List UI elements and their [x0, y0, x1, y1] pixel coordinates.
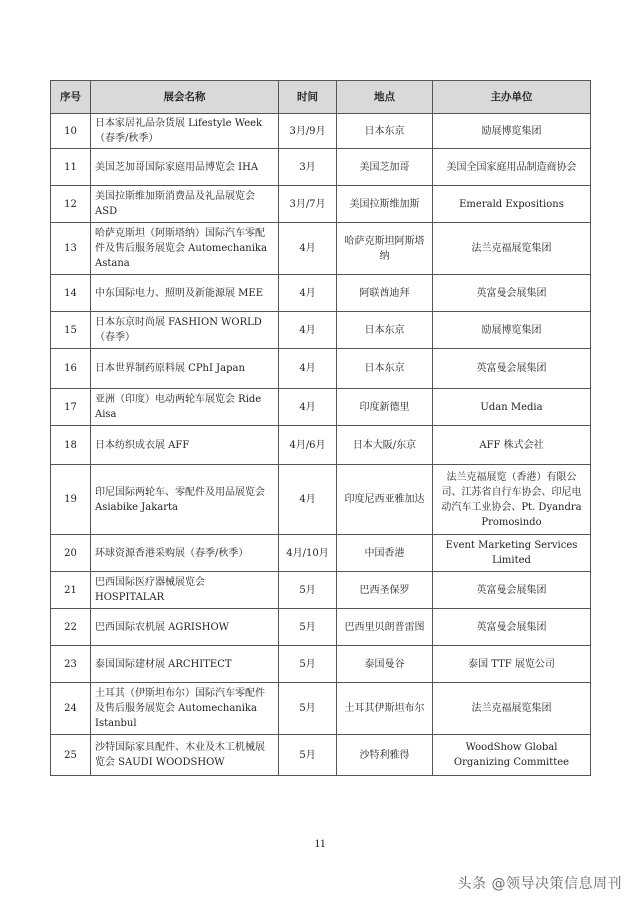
row-number: 22 — [51, 609, 91, 646]
exhibition-organizer: 英富曼会展集团 — [433, 275, 591, 312]
row-number: 19 — [51, 465, 91, 535]
exhibition-organizer: 英富曼会展集团 — [433, 572, 591, 609]
exhibition-name: 日本东京时尚展 FASHION WORLD（春季） — [91, 312, 279, 349]
exhibition-time: 5月 — [279, 609, 337, 646]
exhibition-place: 巴西里贝朗普雷图 — [337, 609, 433, 646]
exhibition-time: 4月 — [279, 389, 337, 426]
exhibition-organizer: Emerald Expositions — [433, 186, 591, 223]
exhibition-place: 中国香港 — [337, 535, 433, 572]
table-row — [51, 275, 591, 312]
exhibition-place: 印度尼西亚雅加达 — [337, 465, 433, 535]
table-row — [51, 223, 591, 275]
header-time: 时间 — [279, 81, 337, 114]
exhibition-place: 美国芝加哥 — [337, 149, 433, 186]
exhibition-place: 巴西圣保罗 — [337, 572, 433, 609]
exhibition-organizer: 法兰克福展览（香港）有限公司、江苏省自行车协会、印尼电动汽车工业协会、Pt. Dyandra Promosindo — [433, 465, 591, 535]
exhibition-time: 3月 — [279, 149, 337, 186]
table-row — [51, 149, 591, 186]
page-number: 11 — [314, 836, 326, 850]
table-row — [51, 426, 591, 465]
row-number: 16 — [51, 349, 91, 389]
exhibition-name: 中东国际电力、照明及新能源展 MEE — [91, 275, 279, 312]
exhibition-organizer: 励展博览集团 — [433, 312, 591, 349]
table-row — [51, 609, 591, 646]
exhibition-name: 环球资源香港采购展（春季/秋季） — [91, 535, 279, 572]
exhibition-place: 日本东京 — [337, 349, 433, 389]
exhibition-time: 4月 — [279, 465, 337, 535]
exhibition-organizer: AFF 株式会社 — [433, 426, 591, 465]
exhibition-organizer: 英富曼会展集团 — [433, 349, 591, 389]
row-number: 11 — [51, 149, 91, 186]
exhibition-table — [50, 80, 591, 776]
exhibition-time: 3月/9月 — [279, 114, 337, 149]
exhibition-organizer: 泰国 TTF 展览公司 — [433, 646, 591, 683]
exhibition-organizer: 英富曼会展集团 — [433, 609, 591, 646]
table-row — [51, 683, 591, 735]
table-row — [51, 646, 591, 683]
exhibition-place: 哈萨克斯坦阿斯塔纳 — [337, 223, 433, 275]
exhibition-time: 5月 — [279, 683, 337, 735]
exhibition-name: 哈萨克斯坦（阿斯塔纳）国际汽车零配件及售后服务展览会 Automechanika Astana — [91, 223, 279, 275]
exhibition-place: 印度新德里 — [337, 389, 433, 426]
header-organizer: 主办单位 — [433, 81, 591, 114]
exhibition-time: 5月 — [279, 572, 337, 609]
exhibition-name: 美国芝加哥国际家庭用品博览会 IHA — [91, 149, 279, 186]
exhibition-time: 4月 — [279, 223, 337, 275]
exhibition-time: 4月 — [279, 349, 337, 389]
exhibition-place: 泰国曼谷 — [337, 646, 433, 683]
exhibition-name: 日本家居礼品杂货展 Lifestyle Week（春季/秋季） — [91, 114, 279, 149]
exhibition-name: 亚洲（印度）电动两轮车展览会 Ride Aisa — [91, 389, 279, 426]
exhibition-place: 美国拉斯维加斯 — [337, 186, 433, 223]
exhibition-organizer: 励展博览集团 — [433, 114, 591, 149]
table-row — [51, 465, 591, 535]
exhibition-place: 日本东京 — [337, 114, 433, 149]
row-number: 10 — [51, 114, 91, 149]
exhibition-time: 4月 — [279, 312, 337, 349]
watermark: 头条 @领导决策信息周刊 — [457, 876, 622, 892]
exhibition-name: 日本世界制药原料展 CPhI Japan — [91, 349, 279, 389]
exhibition-place: 阿联酋迪拜 — [337, 275, 433, 312]
exhibition-time: 3月/7月 — [279, 186, 337, 223]
row-number: 15 — [51, 312, 91, 349]
exhibition-organizer: WoodShow Global Organizing Committee — [433, 735, 591, 776]
exhibition-name: 印尼国际两轮车、零配件及用品展览会 Asiabike Jakarta — [91, 465, 279, 535]
exhibition-name: 土耳其（伊斯坦布尔）国际汽车零配件及售后服务展览会 Automechanika Istanbul — [91, 683, 279, 735]
exhibition-organizer: Udan Media — [433, 389, 591, 426]
exhibition-organizer: Event Marketing Services Limited — [433, 535, 591, 572]
table-row — [51, 735, 591, 776]
row-number: 24 — [51, 683, 91, 735]
row-number: 25 — [51, 735, 91, 776]
header-name: 展会名称 — [91, 81, 279, 114]
exhibition-place: 日本大阪/东京 — [337, 426, 433, 465]
table-header-row — [51, 81, 591, 114]
exhibition-place: 日本东京 — [337, 312, 433, 349]
table-row — [51, 312, 591, 349]
row-number: 13 — [51, 223, 91, 275]
exhibition-time: 5月 — [279, 735, 337, 776]
exhibition-name: 沙特国际家具配件、木业及木工机械展览会 SAUDI WOODSHOW — [91, 735, 279, 776]
exhibition-place: 沙特利雅得 — [337, 735, 433, 776]
table-row — [51, 114, 591, 149]
exhibition-name: 巴西国际医疗器械展览会 HOSPITALAR — [91, 572, 279, 609]
exhibition-name: 美国拉斯维加斯消费品及礼品展览会 ASD — [91, 186, 279, 223]
row-number: 20 — [51, 535, 91, 572]
exhibition-place: 土耳其伊斯坦布尔 — [337, 683, 433, 735]
header-place: 地点 — [337, 81, 433, 114]
table-row — [51, 389, 591, 426]
exhibition-name: 巴西国际农机展 AGRISHOW — [91, 609, 279, 646]
table-row — [51, 186, 591, 223]
exhibition-time: 4月 — [279, 275, 337, 312]
exhibition-time: 4月/10月 — [279, 535, 337, 572]
row-number: 17 — [51, 389, 91, 426]
exhibition-time: 4月/6月 — [279, 426, 337, 465]
exhibition-name: 泰国国际建材展 ARCHITECT — [91, 646, 279, 683]
table-row — [51, 535, 591, 572]
exhibition-organizer: 法兰克福展览集团 — [433, 683, 591, 735]
header-no: 序号 — [51, 81, 91, 114]
exhibition-organizer: 美国全国家庭用品制造商协会 — [433, 149, 591, 186]
row-number: 14 — [51, 275, 91, 312]
exhibition-time: 5月 — [279, 646, 337, 683]
row-number: 12 — [51, 186, 91, 223]
exhibition-organizer: 法兰克福展览集团 — [433, 223, 591, 275]
table-row — [51, 349, 591, 389]
row-number: 18 — [51, 426, 91, 465]
table-row — [51, 572, 591, 609]
exhibition-name: 日本纺织成衣展 AFF — [91, 426, 279, 465]
row-number: 23 — [51, 646, 91, 683]
row-number: 21 — [51, 572, 91, 609]
